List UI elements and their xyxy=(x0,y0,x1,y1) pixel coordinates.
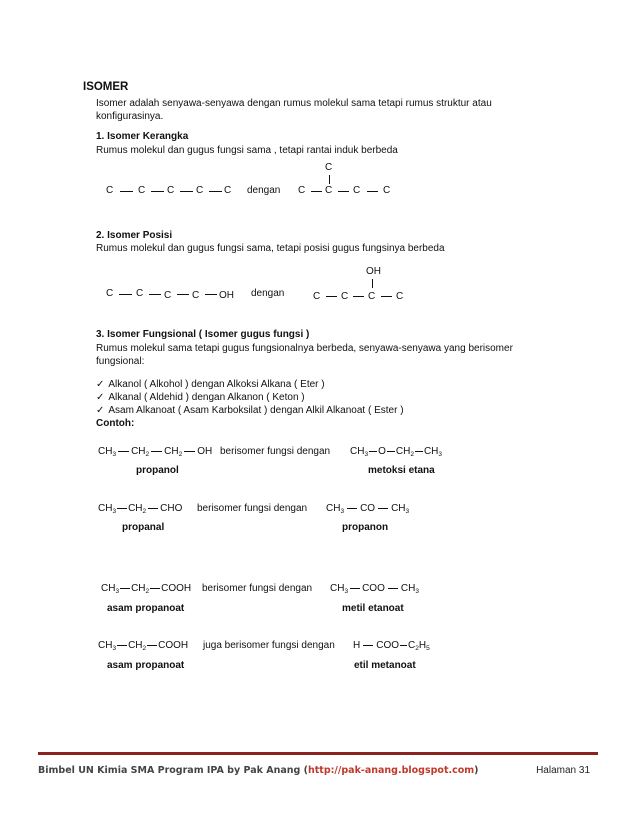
example-1-left-formula: $CH_3$ $CH_2$ $CH_2$ OH xyxy=(98,446,213,458)
example-2-right-formula: $CH_3$ CO $CH_3$ xyxy=(326,503,410,515)
example-4-right-formula: H COO $C_2H_5$ xyxy=(353,640,430,652)
atom: C xyxy=(313,291,321,302)
example-1-right-formula: $CH_3$ O $CH_2$ $CH_3$ xyxy=(350,446,443,458)
example-1-right-name: metoksi etana xyxy=(368,465,435,476)
atom: C xyxy=(136,288,144,299)
footer-divider xyxy=(38,752,598,755)
atom: C xyxy=(164,290,172,301)
bond xyxy=(329,175,330,184)
section-3-text-2: fungsional: xyxy=(96,356,145,367)
bond xyxy=(149,294,161,295)
atom: C xyxy=(106,185,114,196)
section-2-text: Rumus molekul dan gugus fungsi sama, tetapi posisi gugus fungsinya berbeda xyxy=(96,243,445,254)
bond xyxy=(151,191,164,192)
contoh-label: Contoh: xyxy=(96,418,135,429)
list-item xyxy=(96,405,404,416)
bond xyxy=(353,296,364,297)
section-1-heading: 1. Isomer Kerangka xyxy=(96,131,189,142)
list-item-label: Alkanol ( Alkohol ) dengan Alkoksi Alkana ( Eter ) xyxy=(108,379,325,390)
section-3-text-1: Rumus molekul sama tetapi gugus fungsionalnya berbeda, senyawa-senyawa yang berisomer xyxy=(96,343,513,354)
bond xyxy=(120,191,133,192)
example-1-connector: berisomer fungsi dengan xyxy=(220,446,331,457)
example-3-right-formula: $CH_3$ COO $CH_3$ xyxy=(330,583,419,595)
bond xyxy=(338,191,349,192)
atom: C xyxy=(167,185,175,196)
intro-line-2: konfigurasinya. xyxy=(96,111,164,122)
list-item xyxy=(96,392,305,403)
example-3-left-formula: $CH_3$ $CH_2$ COOH xyxy=(101,583,192,595)
example-2-left-formula: $CH_3$ $CH_2$ CHO xyxy=(98,503,183,515)
footer-text xyxy=(38,765,479,776)
intro-line-1: Isomer adalah senyawa-senyawa dengan rumus molekul sama tetapi rumus struktur atau xyxy=(96,98,492,109)
footer-link[interactable]: http://pak-anang.blogspot.com xyxy=(307,765,475,776)
atom: OH xyxy=(366,266,381,277)
dengan-label: dengan xyxy=(247,185,281,196)
atom: C xyxy=(383,185,391,196)
page-number: Halaman 31 xyxy=(536,765,590,776)
atom: C xyxy=(224,185,232,196)
bond xyxy=(381,296,392,297)
bond xyxy=(119,294,132,295)
atom: C xyxy=(138,185,146,196)
section-2-heading: 2. Isomer Posisi xyxy=(96,230,173,241)
bond xyxy=(209,191,222,192)
example-2-connector: berisomer fungsi dengan xyxy=(197,503,308,514)
example-2-right-name: propanon xyxy=(342,522,389,533)
example-3-left-name: asam propanoat xyxy=(107,603,185,614)
page-title: ISOMER xyxy=(83,81,129,93)
atom: C xyxy=(396,291,404,302)
list-item xyxy=(96,379,325,390)
example-3-connector: berisomer fungsi dengan xyxy=(202,583,313,594)
atom: C xyxy=(325,185,333,196)
checkmark-icon: ✓ xyxy=(96,379,105,390)
atom: C xyxy=(298,185,306,196)
atom: C xyxy=(106,288,114,299)
checkmark-icon: ✓ xyxy=(96,405,105,416)
dengan-label: dengan xyxy=(251,288,285,299)
atom: C xyxy=(353,185,361,196)
example-3-right-name: metil etanoat xyxy=(342,603,404,614)
example-1-left-name: propanol xyxy=(136,465,179,476)
bond xyxy=(311,191,322,192)
footer-text-prefix: Bimbel UN Kimia SMA Program IPA by Pak Anang ( xyxy=(38,765,308,776)
footer-text-suffix: ) xyxy=(474,765,479,776)
atom: C xyxy=(368,291,376,302)
section-3-heading: 3. Isomer Fungsional ( Isomer gugus fungsi ) xyxy=(96,329,310,340)
example-2-left-name: propanal xyxy=(122,522,165,533)
bond xyxy=(367,191,378,192)
example-4-left-name: asam propanoat xyxy=(107,660,185,671)
atom: C xyxy=(341,291,349,302)
bond xyxy=(177,294,189,295)
list-item-label: Alkanal ( Aldehid ) dengan Alkanon ( Keton ) xyxy=(108,392,305,403)
list-item-label: Asam Alkanoat ( Asam Karboksilat ) dengan Alkil Alkanoat ( Ester ) xyxy=(108,405,404,416)
bond xyxy=(205,294,217,295)
bond xyxy=(372,279,373,288)
bond xyxy=(180,191,193,192)
example-4-connector: juga berisomer fungsi dengan xyxy=(203,640,335,651)
checkmark-icon: ✓ xyxy=(96,392,105,403)
section-1-text: Rumus molekul dan gugus fungsi sama , tetapi rantai induk berbeda xyxy=(96,145,398,156)
atom: OH xyxy=(219,290,234,301)
example-4-right-name: etil metanoat xyxy=(354,660,416,671)
example-4-left-formula: $CH_3$ $CH_2$ COOH xyxy=(98,640,189,652)
atom: C xyxy=(325,162,333,173)
atom: C xyxy=(196,185,204,196)
bond xyxy=(326,296,337,297)
atom: C xyxy=(192,290,200,301)
